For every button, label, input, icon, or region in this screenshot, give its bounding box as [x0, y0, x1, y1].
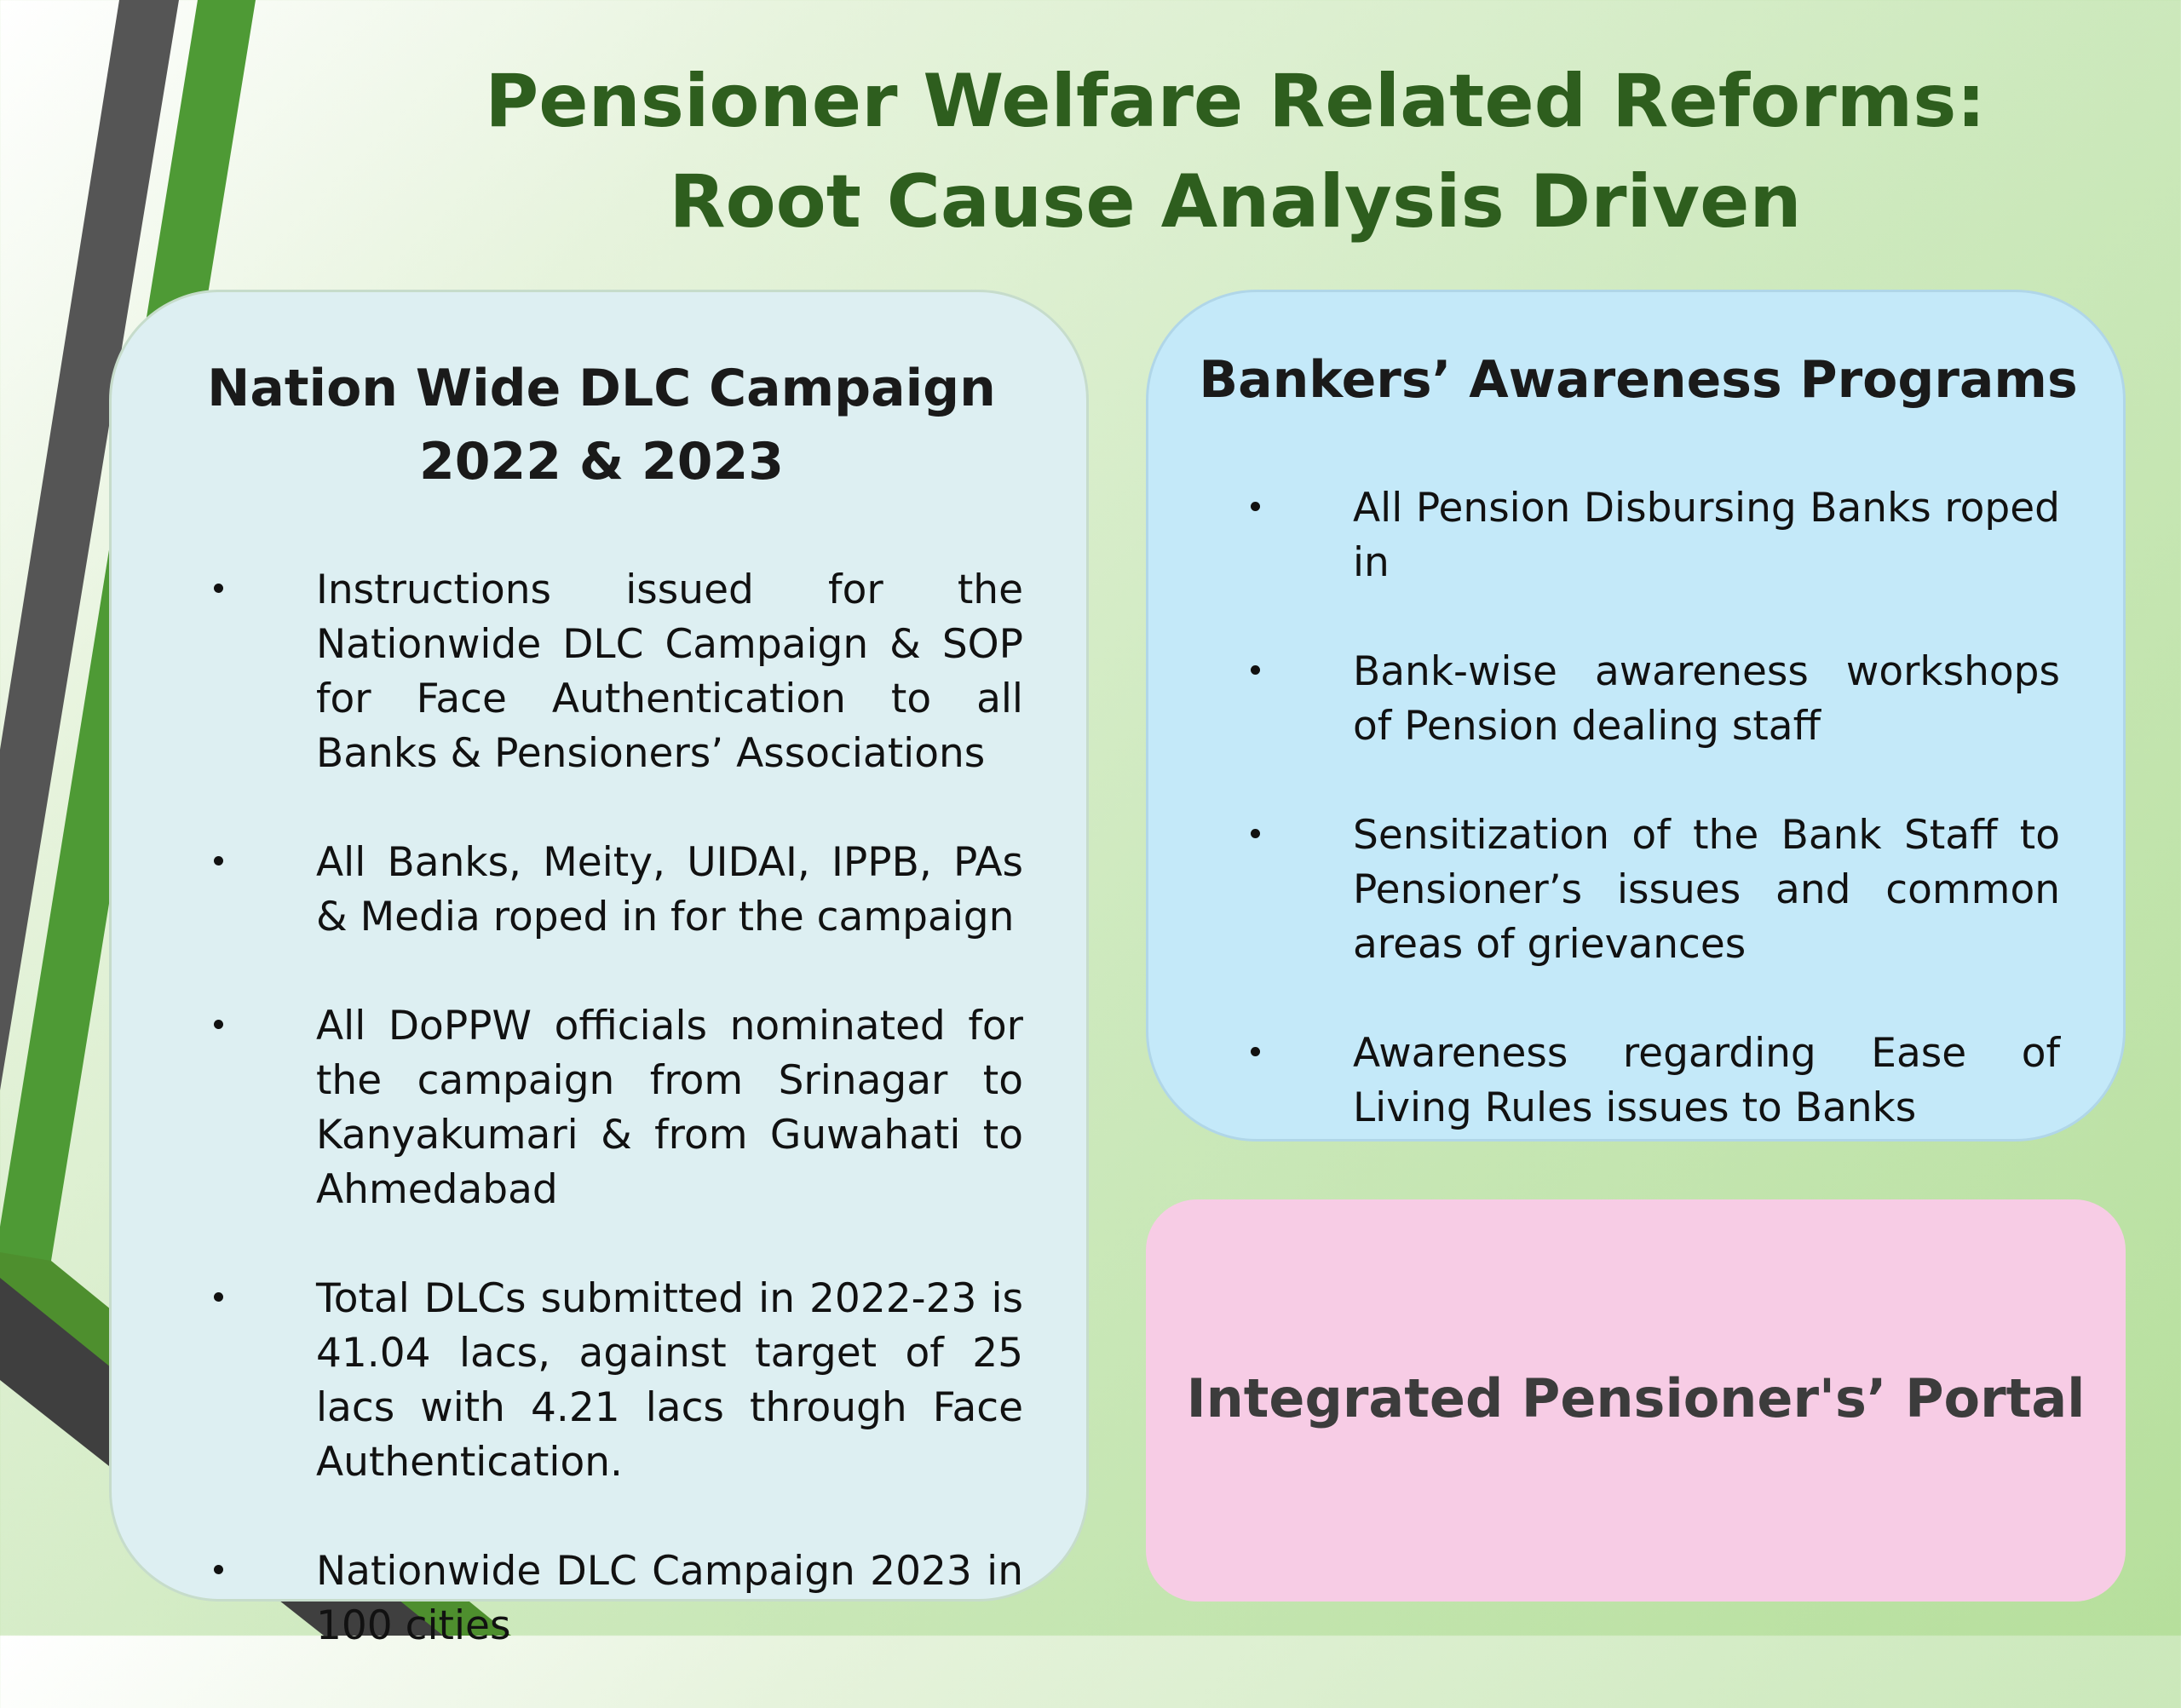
list-item — [1208, 481, 2060, 590]
bankers-awareness-heading: Bankers’ Awareness Programs — [1199, 350, 2078, 410]
integrated-portal-label: Integrated Pensioner's’ Portal — [1186, 1367, 2086, 1429]
bullet-icon — [1251, 665, 1260, 675]
list-item-text: All Pension Disbursing Banks roped in — [1353, 485, 2060, 586]
bullet-icon — [1251, 502, 1260, 511]
list-item-text: All DoPPW officials nominated for the campaign from Srinagar to Kanyakumari & from Guwahati to Ahmedabad — [316, 1003, 1023, 1213]
list-item-text: Nationwide DLC Campaign 2023 in 100 cities — [316, 1548, 1023, 1649]
bankers-awareness-list — [1208, 481, 2060, 1190]
bankers-awareness-panel — [1146, 290, 2126, 1142]
bullet-icon — [1251, 1047, 1260, 1056]
list-item — [1208, 808, 2060, 972]
integrated-portal-panel — [1146, 1199, 2126, 1602]
list-item-text: All Banks, Meity, UIDAI, IPPB, PAs & Media roped in for the campaign — [316, 839, 1023, 940]
dlc-campaign-panel — [109, 290, 1089, 1649]
list-item — [1208, 1027, 2060, 1136]
list-item — [171, 836, 1023, 945]
list-item — [171, 1544, 1023, 1653]
list-item — [171, 999, 1023, 1217]
bullet-icon — [214, 1020, 223, 1029]
dlc-campaign-heading: Nation Wide DLC Campaign 2022 & 2023 — [207, 359, 996, 492]
list-item-text: Sensitization of the Bank Staff to Pensioner’s issues and common areas of grievances — [1353, 812, 2060, 968]
list-item — [1208, 645, 2060, 754]
list-item-text: Awareness regarding Ease of Living Rules issues to Banks — [1353, 1030, 2060, 1131]
page-title: Pensioner Welfare Related Reforms: Root Cause Analysis Driven — [485, 59, 1986, 244]
bullet-icon — [214, 1292, 223, 1302]
list-item — [171, 563, 1023, 781]
bullet-icon — [214, 1565, 223, 1574]
list-item — [171, 1272, 1023, 1490]
bullet-icon — [214, 584, 223, 593]
bullet-icon — [1251, 829, 1260, 838]
dlc-campaign-list — [171, 563, 1023, 1708]
list-item-text: Bank-wise awareness workshops of Pension dealing staff — [1353, 648, 2060, 750]
list-item-text: Instructions issued for the Nationwide DLC Campaign & SOP for Face Authentication to all Banks & Pensioners’ Associations — [316, 566, 1023, 777]
list-item-text: Total DLCs submitted in 2022-23 is 41.04 lacs, against target of 25 lacs with 4.21 lacs through Face Authentication. — [316, 1275, 1023, 1486]
bullet-icon — [214, 856, 223, 866]
